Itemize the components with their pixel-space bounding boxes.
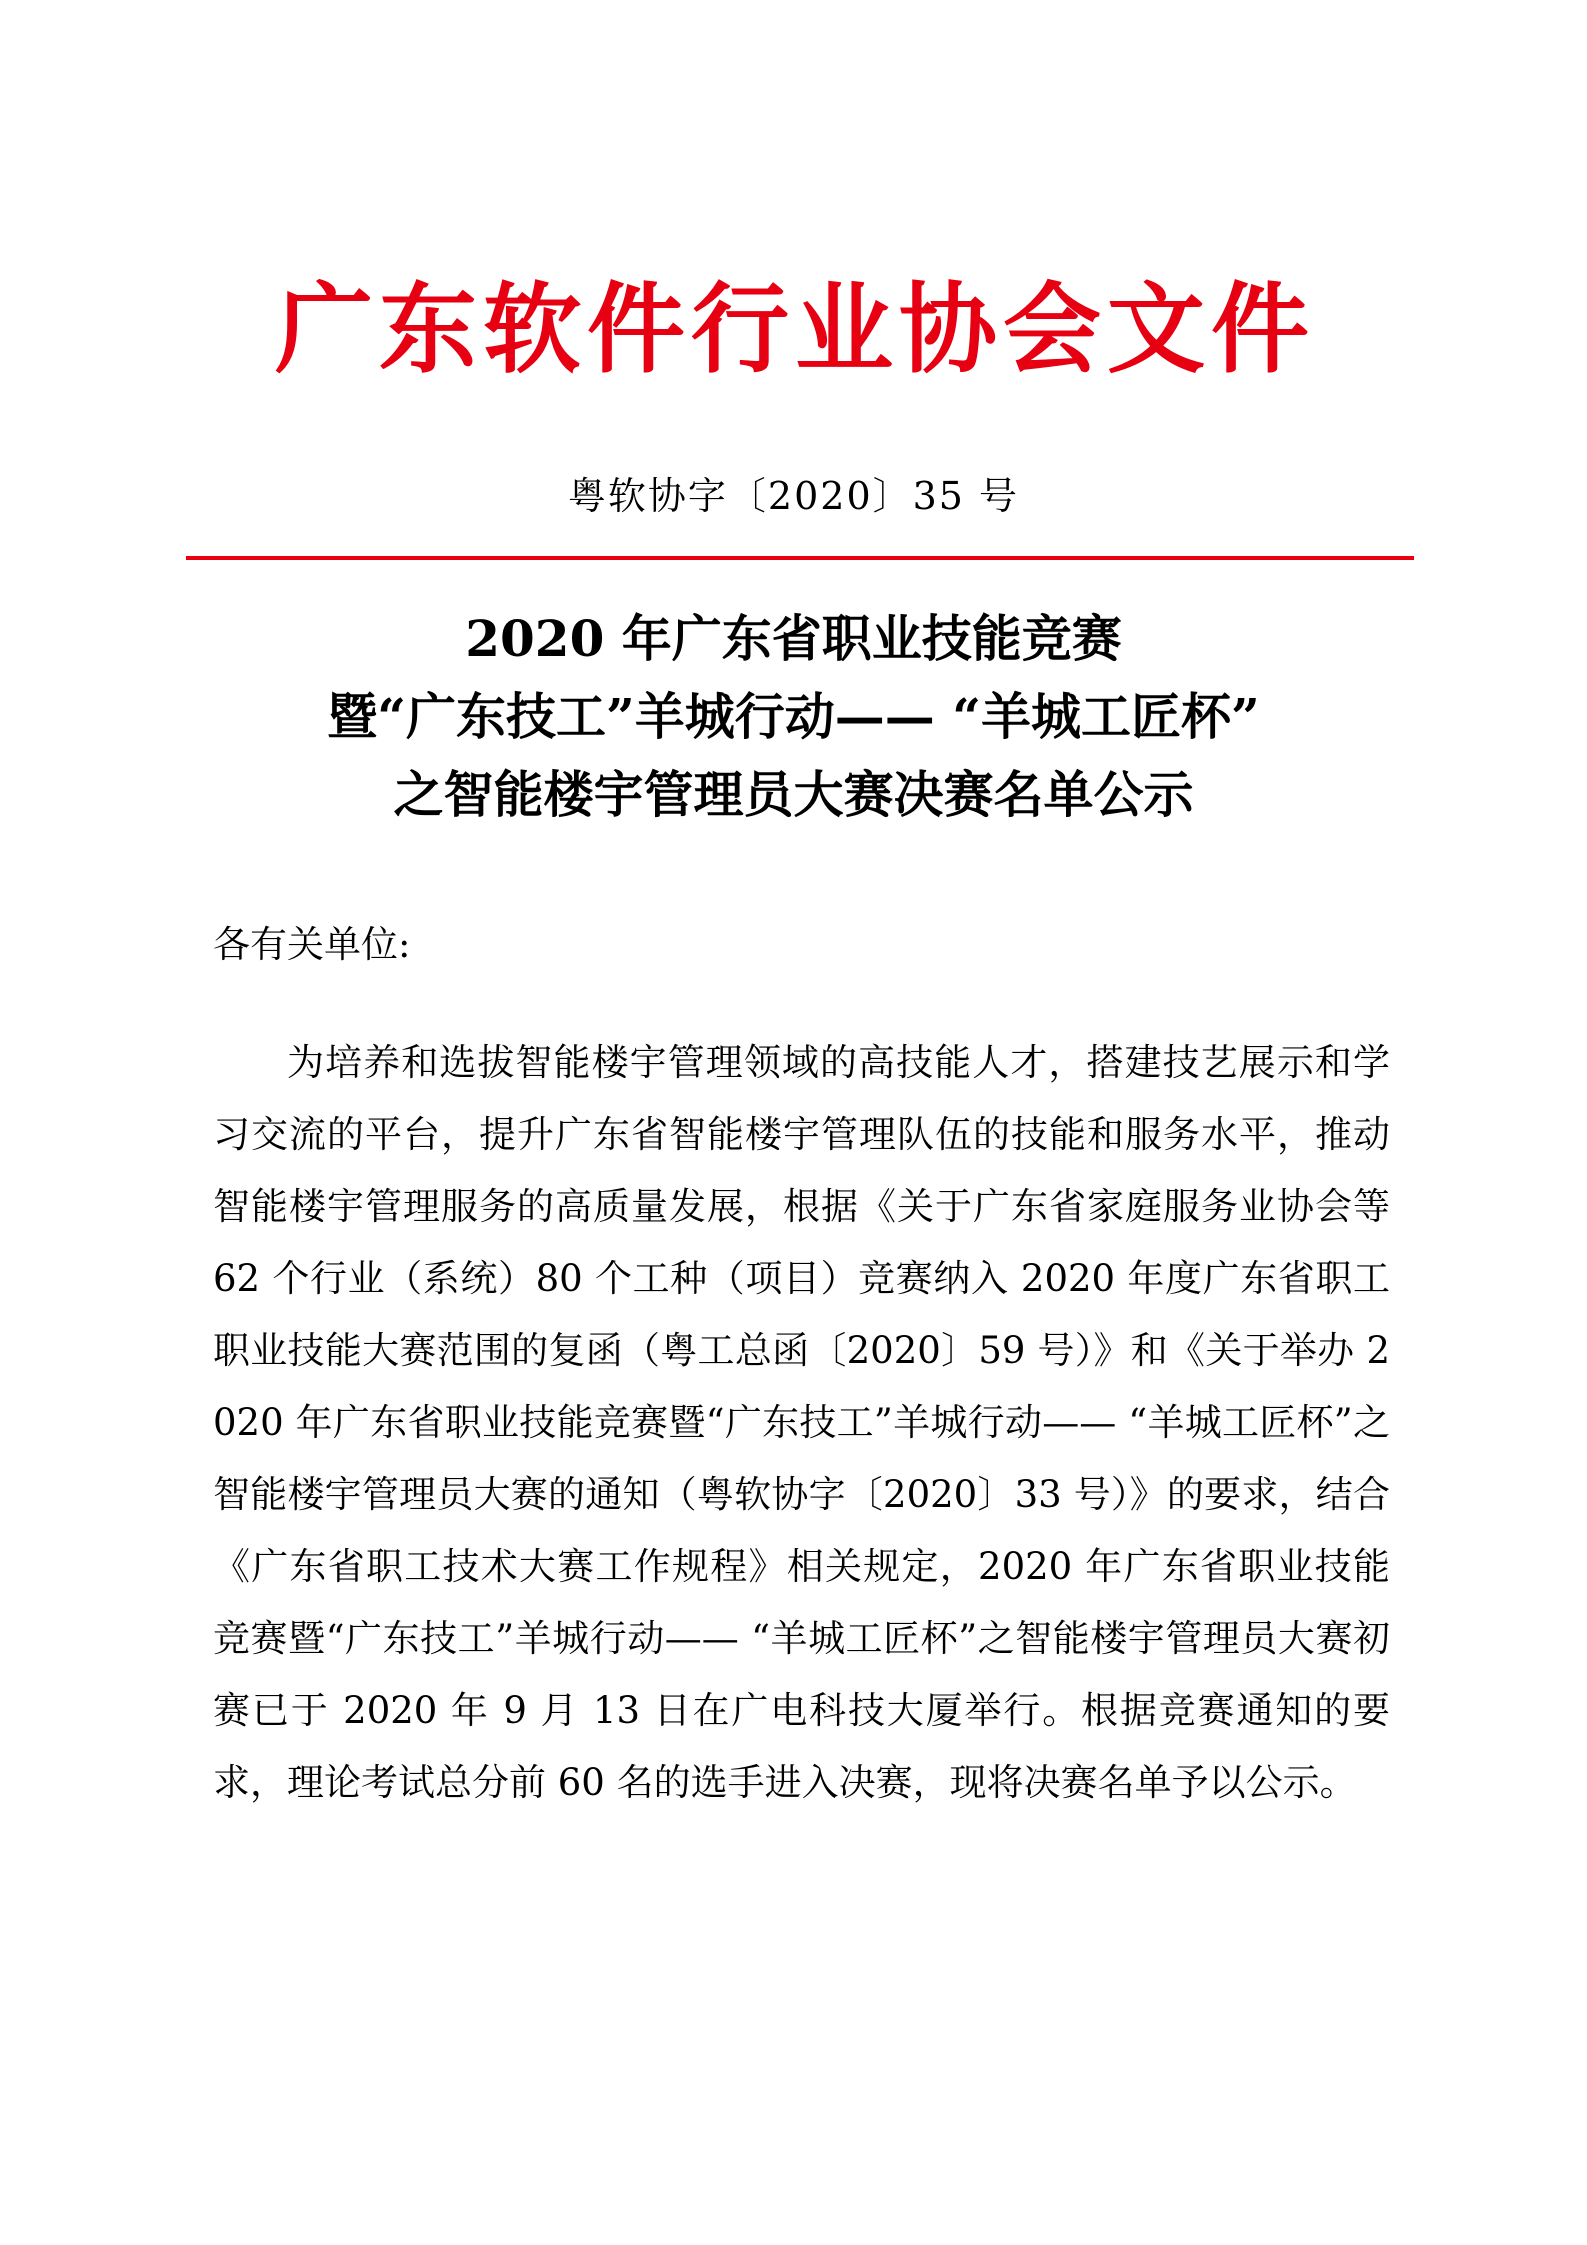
organization-header-title: 广东软件行业协会文件 [274,272,1315,387]
title-line-1: 2020 年广东省职业技能竞赛 [465,609,1122,668]
red-divider-line [186,556,1414,560]
document-number: 粤软协字〔2020〕35 号 [567,474,1020,518]
title-line-3: 之智能楼宇管理员大赛决赛名单公示 [393,765,1194,824]
salutation: 各有关单位: [213,923,411,966]
document-title [150,600,1437,834]
body-paragraph: 为培养和选拔智能楼宇管理领域的高技能人才，搭建技艺展示和学习交流的平台，提升广东省智能楼宇管理队伍的技能和服务水平，推动智能楼宇管理服务的高质量发展，根据《关于广东省家庭服务业协会等 62 个行业（系统）80 个工种（项目）竞赛纳入 2020 年度广东省职工职业技能大赛范围的复函（粤工总函〔2020〕59 号）》和《关于举办 2020 年广东省职业技能竞赛暨“广东技工”羊城行动—— “羊城工匠杯”之智能楼宇管理员大赛的通知（粤软协字〔2020〕33 号）》的要求，结合《广东省职工技术大赛工作规程》相关规定，2020 年广东省职业技能竞赛暨“广东技工”羊城行动—— “羊城工匠杯”之智能楼宇管理员大赛初赛已于 2020 年 9 月 13 日在广电科技大厦举行。根据竞赛通知的要求，理论考试总分前 60 名的选手进入决赛，现将决赛名单予以公示。 [213,1041,1390,1804]
title-line-2: 暨“广东技工”羊城行动—— “羊城工匠杯” [327,687,1260,746]
